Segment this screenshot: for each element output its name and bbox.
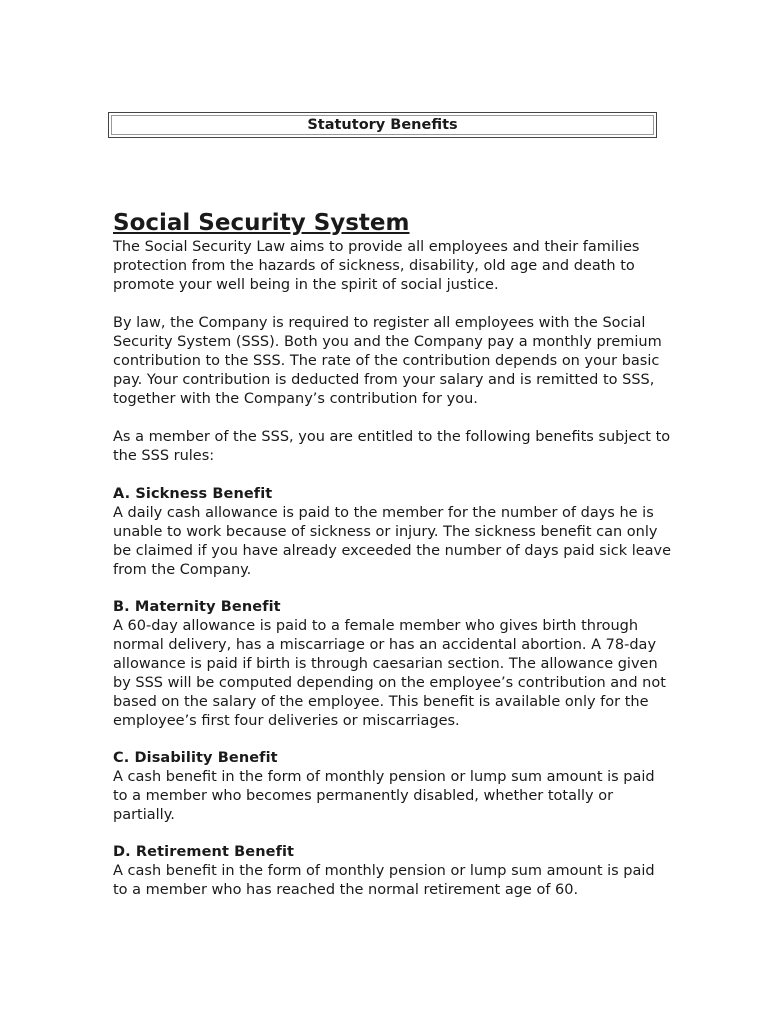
benefit-heading: D. Retirement Benefit: [113, 844, 295, 860]
benefit-text: A 60-day allowance is paid to a female member who gives birth through normal delivery, has a miscarriage or has an accidental abortion. A 78-day allowance is paid if birth is through caesarian section. The allowance given by SSS will be computed depending on the employee’s contribution and not based on the salary of the employee. This benefit is available only for the employee’s first four deliveries or miscarriages.: [113, 618, 666, 729]
benefit-retirement: [113, 843, 673, 900]
benefit-maternity: [113, 598, 673, 731]
benefit-text: A cash benefit in the form of monthly pension or lump sum amount is paid to a member who has reached the normal retirement age of 60.: [113, 863, 655, 898]
registration-paragraph: By law, the Company is required to register all employees with the Social Security System (SSS). Both you and the Company pay a monthly premium contribution to the SSS. The rate of the contribution depends on your basic pay. Your contribution is deducted from your salary and is remitted to SSS, together with the Company’s contribution for you.: [113, 315, 662, 407]
entitlement-paragraph: As a member of the SSS, you are entitled to the following benefits subject to the SSS rules:: [113, 429, 671, 464]
section-title: Social Security System: [113, 210, 410, 236]
benefit-heading: B. Maternity Benefit: [113, 599, 281, 615]
header-title: Statutory Benefits: [307, 117, 458, 133]
benefit-heading: A. Sickness Benefit: [113, 486, 273, 502]
header-title-box: [108, 112, 657, 138]
benefit-text: A daily cash allowance is paid to the member for the number of days he is unable to work because of sickness or injury. The sickness benefit can only be claimed if you have already exceeded the number of days paid sick leave from the Company.: [113, 505, 672, 578]
intro-paragraph: The Social Security Law aims to provide all employees and their families protection from the hazards of sickness, disability, old age and death to promote your well being in the spirit of social justice.: [113, 239, 640, 293]
benefit-sickness: [113, 485, 673, 580]
benefit-heading: C. Disability Benefit: [113, 750, 278, 766]
benefit-disability: [113, 749, 673, 825]
benefit-text: A cash benefit in the form of monthly pension or lump sum amount is paid to a member who becomes permanently disabled, whether totally or partially.: [113, 769, 655, 823]
document-content: [113, 208, 673, 918]
